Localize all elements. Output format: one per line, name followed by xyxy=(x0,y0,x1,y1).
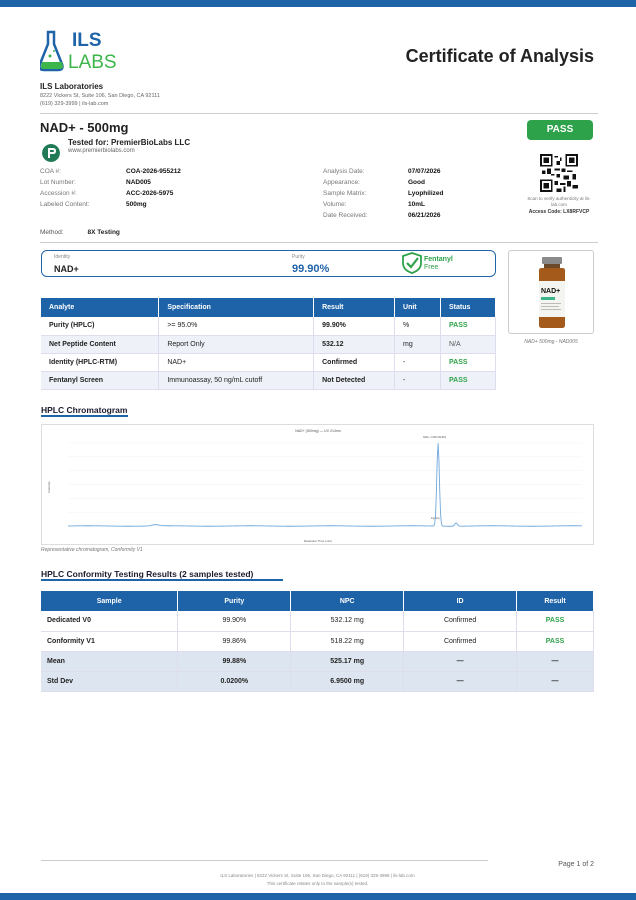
footer-disclaimer: This certificate relates only to the sample(s) tested. xyxy=(266,881,369,886)
table-cell: 99.86% xyxy=(178,631,291,651)
detail-label: Sample Matrix: xyxy=(323,190,367,197)
table-cell: Confirmed xyxy=(404,611,517,631)
table-row xyxy=(41,371,496,389)
table-cell: Conformity V1 xyxy=(41,631,178,651)
tested-for: Tested for: PremierBioLabs LLC xyxy=(68,138,191,147)
fentanyl-free-shield-icon xyxy=(400,251,424,275)
table-cell: Not Detected xyxy=(314,371,395,389)
table-cell: Identity (HPLC-RTM) xyxy=(41,353,159,371)
product-image xyxy=(508,250,594,334)
column-header: Analyte xyxy=(41,298,159,317)
purity-label: Purity xyxy=(292,254,305,260)
vial-image xyxy=(509,251,595,335)
ils-labs-logo xyxy=(40,26,140,74)
table-cell: 525.17 mg xyxy=(291,651,404,671)
lab-contact: (619) 329-3999 | ils-lab.com xyxy=(40,101,109,107)
lab-address: 8222 Vickers St, Suite 106, San Diego, CA 92111 xyxy=(40,93,160,99)
document-title: Certificate of Analysis xyxy=(405,46,594,66)
table-row xyxy=(41,317,496,335)
detail-value: COA-2026-955212 xyxy=(126,168,181,175)
table-header-row xyxy=(41,591,594,611)
identity-summary-box xyxy=(41,250,496,277)
chart-grid xyxy=(68,443,582,526)
table-cell: Report Only xyxy=(159,335,314,353)
status-cell: PASS xyxy=(440,317,495,335)
conformity-section-title: HPLC Conformity Testing Results (2 samples tested) xyxy=(41,569,254,579)
lab-name: ILS Laboratories xyxy=(40,82,104,91)
detail-label: Analysis Date: xyxy=(323,168,365,175)
column-header: Sample xyxy=(41,591,178,611)
hplc-chromatogram xyxy=(41,424,594,545)
table-cell: Net Peptide Content xyxy=(41,335,159,353)
column-header: Purity xyxy=(178,591,291,611)
x-axis-label: Retention Time (min) xyxy=(304,539,332,543)
page-number: Page 1 of 2 xyxy=(558,861,594,868)
detail-label: Accession #: xyxy=(40,190,77,197)
purity-value: 99.90% xyxy=(292,263,330,275)
table-cell: — xyxy=(517,651,594,671)
free-line: Free xyxy=(424,264,439,271)
table-cell: 518.22 mg xyxy=(291,631,404,651)
column-header: NPC xyxy=(291,591,404,611)
peak-label: impurity xyxy=(431,517,440,520)
table-cell: 0.0200% xyxy=(178,671,291,691)
column-header: Result xyxy=(314,298,395,317)
footer-divider xyxy=(41,860,488,861)
identity-value: NAD+ xyxy=(54,264,79,274)
detail-value: 06/21/2026 xyxy=(408,212,441,219)
column-header: Specification xyxy=(159,298,314,317)
table-header-row xyxy=(41,298,496,317)
chromatogram-chart xyxy=(42,425,595,546)
table-cell: — xyxy=(404,651,517,671)
fentanyl-free-label xyxy=(424,256,474,272)
analyte-results-table xyxy=(41,298,496,390)
column-header: Result xyxy=(517,591,594,611)
y-axis-label: Intensity xyxy=(47,481,51,493)
detail-value: Good xyxy=(408,179,425,186)
qr-note: Scan to verify authenticity at ils-lab.com xyxy=(527,196,591,207)
section-underline xyxy=(41,415,128,417)
table-cell: mg xyxy=(395,335,441,353)
table-cell: % xyxy=(395,317,441,335)
conformity-results-table xyxy=(41,591,594,692)
table-cell: Confirmed xyxy=(314,353,395,371)
table-cell: — xyxy=(517,671,594,691)
footer-lab-info: ILS Laboratories | 8222 Vickers St, Suite 106, San Diego, CA 92111 | (619) 329-3999 | ils-lab.com xyxy=(220,873,415,878)
detail-value: ACC-2026-5975 xyxy=(126,190,174,197)
summary-row xyxy=(41,671,594,691)
table-row xyxy=(41,353,496,371)
qr-code[interactable] xyxy=(540,154,578,192)
access-code: Access Code: LX8RFVCP xyxy=(528,209,590,215)
column-header: Unit xyxy=(395,298,441,317)
detail-value: Lyophilized xyxy=(408,190,444,197)
table-cell: 99.90% xyxy=(178,611,291,631)
method-label: Method: xyxy=(40,229,64,236)
method-value: 8X Testing xyxy=(87,229,120,236)
table-cell: 6.9500 mg xyxy=(291,671,404,691)
status-cell: PASS xyxy=(440,353,495,371)
status-cell: PASS xyxy=(440,371,495,389)
table-cell: >= 95.0% xyxy=(159,317,314,335)
fentanyl-line: Fentanyl xyxy=(424,256,453,263)
chromatogram-caption: Representative chromatogram, Conformity V1 xyxy=(41,547,143,553)
table-cell: NAD+ xyxy=(159,353,314,371)
client-logo-icon xyxy=(42,144,60,162)
client-website: www.premierbiolabs.com xyxy=(68,148,135,154)
detail-label: Appearance: xyxy=(323,179,360,186)
section-underline xyxy=(41,579,283,581)
column-header: Status xyxy=(440,298,495,317)
chromatogram-section-title: HPLC Chromatogram xyxy=(41,405,128,415)
table-cell: Dedicated V0 xyxy=(41,611,178,631)
detail-label: COA #: xyxy=(40,168,61,175)
chart-title: NAD+ (500mg) — UV 214nm xyxy=(295,429,341,433)
table-cell: Std Dev xyxy=(41,671,178,691)
divider xyxy=(40,113,598,114)
top-accent-bar xyxy=(0,0,636,7)
logo-text-top: ILS xyxy=(72,30,102,51)
summary-row xyxy=(41,651,594,671)
table-cell: - xyxy=(395,371,441,389)
table-row xyxy=(41,611,594,631)
table-cell: 99.88% xyxy=(178,651,291,671)
table-cell: 532.12 xyxy=(314,335,395,353)
detail-value: NAD005 xyxy=(126,179,151,186)
detail-value: 500mg xyxy=(126,201,147,208)
table-cell: Confirmed xyxy=(404,631,517,651)
table-cell: 99.90% xyxy=(314,317,395,335)
detail-value: 07/07/2026 xyxy=(408,168,441,175)
table-cell: 532.12 mg xyxy=(291,611,404,631)
table-cell: Purity (HPLC) xyxy=(41,317,159,335)
overall-status-badge: PASS xyxy=(527,120,593,140)
identity-label: Identity xyxy=(54,254,71,260)
table-cell: Immunoassay, 50 ng/mL cutoff xyxy=(159,371,314,389)
table-row xyxy=(41,335,496,353)
logo-text-bottom: LABS xyxy=(68,52,117,73)
column-header: ID xyxy=(404,591,517,611)
table-cell: Fentanyl Screen xyxy=(41,371,159,389)
detail-label: Labeled Content: xyxy=(40,201,90,208)
peak-label: NAD+ 1.606 (99.9%) xyxy=(423,436,447,439)
table-row xyxy=(41,631,594,651)
status-cell: PASS xyxy=(517,631,594,651)
detail-label: Volume: xyxy=(323,201,347,208)
detail-label: Lot Number: xyxy=(40,179,76,186)
method-row xyxy=(40,229,120,236)
product-title: NAD+ - 500mg xyxy=(40,120,129,135)
vial-label: NAD+ xyxy=(541,288,561,295)
detail-value: 10mL xyxy=(408,201,425,208)
table-cell: - xyxy=(395,353,441,371)
table-cell: Mean xyxy=(41,651,178,671)
table-cell: — xyxy=(404,671,517,691)
status-cell: PASS xyxy=(517,611,594,631)
status-cell: N/A xyxy=(440,335,495,353)
product-image-caption: NAD+ 500mg - NAD005 xyxy=(524,339,578,345)
bottom-accent-bar xyxy=(0,893,636,900)
divider xyxy=(40,242,598,243)
detail-label: Date Received: xyxy=(323,212,368,219)
